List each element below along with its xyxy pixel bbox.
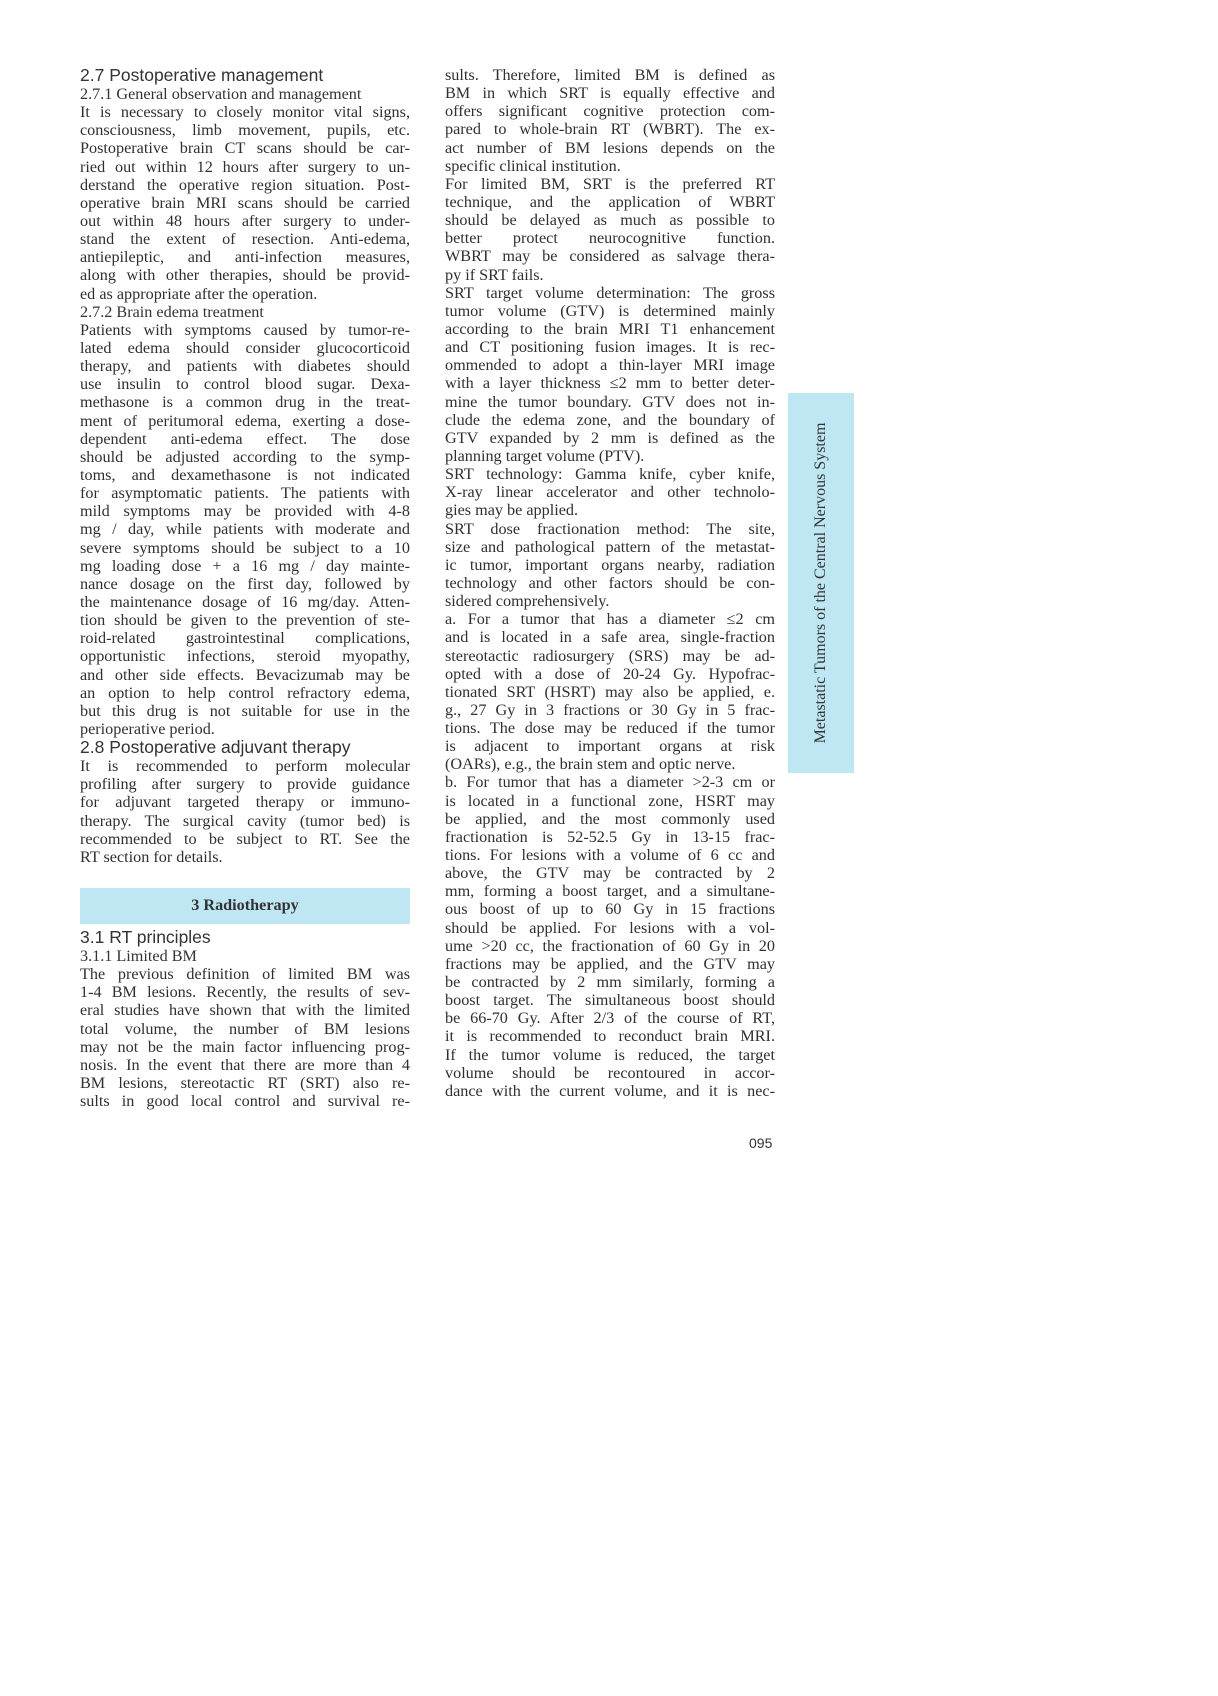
heading-3-1-1: 3.1.1 Limited BM bbox=[80, 946, 197, 965]
text-line: severe symptoms should be subject to a 10 bbox=[80, 538, 410, 557]
text-line: Patients with symptoms caused by tumor-re- bbox=[80, 320, 410, 339]
paragraph-2-7-1 bbox=[80, 103, 410, 303]
text-line: Postoperative brain CT scans should be car- bbox=[80, 139, 410, 158]
paragraph-2-8 bbox=[80, 757, 410, 866]
text-line: opted with a dose of 20-24 Gy. Hypofrac- bbox=[445, 664, 775, 683]
text-line: ume >20 cc, the fractionation of 60 Gy in 20 bbox=[445, 936, 775, 955]
text-line: ic tumor, important organs nearby, radiation bbox=[445, 555, 775, 574]
paragraph-item-a bbox=[445, 610, 775, 773]
text-line: antiepileptic, and anti-infection measures, bbox=[80, 248, 410, 267]
text-line: the maintenance dosage of 16 mg/day. Atten- bbox=[80, 592, 410, 611]
text-line: mine the tumor boundary. GTV does not in- bbox=[445, 392, 775, 411]
paragraph-target-volume bbox=[445, 284, 775, 465]
text-line: For limited BM, SRT is the preferred RT bbox=[445, 174, 775, 193]
text-line: (OARs), e.g., the brain stem and optic nerve. bbox=[445, 755, 736, 774]
text-line: a. For a tumor that has a diameter ≤2 cm bbox=[445, 610, 775, 629]
text-line: and is located in a safe area, single-fraction bbox=[445, 628, 775, 647]
text-line: 1-4 BM lesions. Recently, the results of sev- bbox=[80, 983, 410, 1002]
text-line: ous boost of up to 60 Gy in 15 fractions bbox=[445, 900, 775, 919]
text-line: ried out within 12 hours after surgery to un- bbox=[80, 157, 410, 176]
text-line: WBRT may be considered as salvage thera- bbox=[445, 247, 775, 266]
text-line: according to the brain MRI T1 enhancement bbox=[445, 319, 775, 338]
text-line: clude the edema zone, and the boundary of bbox=[445, 410, 775, 429]
text-line: ed as appropriate after the operation. bbox=[80, 284, 318, 303]
text-line: BM in which SRT is equally effective and bbox=[445, 84, 775, 103]
text-line: dependent anti-edema effect. The dose bbox=[80, 429, 410, 448]
text-line: It is recommended to perform molecular bbox=[80, 757, 410, 776]
text-line: should be adjusted according to the symp- bbox=[80, 447, 410, 466]
text-line: mild symptoms may be provided with 4-8 bbox=[80, 502, 410, 521]
text-line: consciousness, limb movement, pupils, etc. bbox=[80, 121, 410, 140]
text-line: SRT target volume determination: The gross bbox=[445, 283, 775, 302]
text-line: but this drug is not suitable for use in the bbox=[80, 701, 410, 720]
text-line: SRT dose fractionation method: The site, bbox=[445, 519, 775, 538]
text-line: mm, forming a boost target, and a simultane- bbox=[445, 882, 775, 901]
text-line: tionated SRT (HSRT) may also be applied, e. bbox=[445, 682, 775, 701]
text-line: use insulin to control blood sugar. Dexa- bbox=[80, 375, 410, 394]
text-line: GTV expanded by 2 mm is defined as the bbox=[445, 428, 775, 447]
text-line: It is necessary to closely monitor vital signs, bbox=[80, 103, 410, 122]
text-line: b. For tumor that has a diameter >2-3 cm or bbox=[445, 773, 775, 792]
text-line: tion should be given to the prevention of ste- bbox=[80, 611, 410, 630]
text-line: size and pathological pattern of the metastat- bbox=[445, 537, 775, 556]
text-line: out within 48 hours after surgery to under- bbox=[80, 212, 410, 230]
text-line: The previous definition of limited BM was bbox=[80, 965, 410, 984]
heading-2-8: 2.8 Postoperative adjuvant therapy bbox=[80, 737, 351, 758]
text-line: BM lesions, stereotactic RT (SRT) also re- bbox=[80, 1073, 410, 1092]
text-line: technique, and the application of WBRT bbox=[445, 192, 775, 211]
text-line: py if SRT fails. bbox=[445, 265, 544, 284]
text-line: ment of peritumoral edema, exerting a dose- bbox=[80, 411, 410, 430]
text-line: and CT positioning fusion images. It is rec- bbox=[445, 338, 775, 357]
text-line: fractions may be applied, and the GTV may bbox=[445, 954, 775, 973]
heading-2-7: 2.7 Postoperative management bbox=[80, 65, 324, 85]
text-line: X-ray linear accelerator and other technolo- bbox=[445, 483, 775, 502]
left-column bbox=[80, 66, 410, 1110]
text-line: should be delayed as much as possible to bbox=[445, 211, 775, 230]
text-line: therapy, and patients with diabetes should bbox=[80, 357, 410, 376]
text-line: profiling after surgery to provide guidance bbox=[80, 775, 410, 794]
text-line: specific clinical institution. bbox=[445, 156, 621, 175]
text-line: with a layer thickness ≤2 mm to better deter- bbox=[445, 374, 775, 393]
text-line: toms, and dexamethasone is not indicated bbox=[80, 465, 410, 484]
paragraph-3-1-1 bbox=[80, 965, 410, 1110]
paragraph-2-7-2 bbox=[80, 321, 410, 738]
text-line: SRT technology: Gamma knife, cyber knife, bbox=[445, 465, 775, 484]
text-line: dance with the current volume, and it is nec- bbox=[445, 1081, 775, 1100]
text-line: roid-related gastrointestinal complications, bbox=[80, 629, 410, 648]
text-line: it is recommended to reconduct brain MRI. bbox=[445, 1027, 775, 1046]
text-line: be 66-70 Gy. After 2/3 of the course of RT, bbox=[445, 1009, 775, 1028]
text-line: eral studies have shown that with the limited bbox=[80, 1001, 410, 1020]
chapter-side-tab-label: Metastatic Tumors of the Central Nervous System bbox=[812, 422, 829, 744]
text-line: above, the GTV may be contracted by 2 bbox=[445, 864, 775, 883]
text-line: along with other therapies, should be provid- bbox=[80, 266, 410, 285]
heading-2-7-2: 2.7.2 Brain edema treatment bbox=[80, 302, 264, 321]
text-line: mg / day, while patients with moderate and bbox=[80, 520, 410, 539]
text-line: If the tumor volume is reduced, the target bbox=[445, 1045, 775, 1064]
text-line: derstand the operative region situation. Post- bbox=[80, 175, 410, 194]
text-line: fractionation is 52-52.5 Gy in 13-15 frac- bbox=[445, 827, 775, 846]
text-line: may not be the main factor influencing prog- bbox=[80, 1037, 410, 1056]
text-line: and other side effects. Bevacizumab may be bbox=[80, 665, 410, 684]
text-line: nance dosage on the first day, followed by bbox=[80, 574, 410, 593]
text-line: is located in a functional zone, HSRT may bbox=[445, 791, 775, 810]
text-line: ommended to adopt a thin-layer MRI image bbox=[445, 356, 775, 375]
text-line: offers significant cognitive protection com- bbox=[445, 102, 775, 121]
text-line: sults. Therefore, limited BM is defined as bbox=[445, 66, 775, 84]
text-line: volume should be recontoured in accor- bbox=[445, 1063, 775, 1082]
text-line: sults in good local control and survival re- bbox=[80, 1092, 410, 1111]
paragraph-limited-bm-definition bbox=[445, 66, 775, 175]
section-3-title-band bbox=[80, 888, 410, 924]
paragraph-preferred-technique bbox=[445, 175, 775, 284]
text-line: pared to whole-brain RT (WBRT). The ex- bbox=[445, 120, 775, 139]
page-number: 095 bbox=[749, 1135, 773, 1151]
text-line: sidered comprehensively. bbox=[445, 592, 610, 611]
text-line: be applied, and the most commonly used bbox=[445, 809, 775, 828]
text-line: technology and other factors should be con- bbox=[445, 573, 775, 592]
text-line: tions. The dose may be reduced if the tumor bbox=[445, 719, 775, 738]
heading-3-1: 3.1 RT principles bbox=[80, 926, 211, 947]
text-line: better protect neurocognitive function. bbox=[445, 229, 775, 248]
text-line: lated edema should consider glucocorticoid bbox=[80, 339, 410, 357]
text-line: an option to help control refractory edema, bbox=[80, 683, 410, 702]
heading-2-7-1: 2.7.1 General observation and management bbox=[80, 85, 362, 103]
paragraph-item-b bbox=[445, 773, 775, 1100]
text-line: tumor volume (GTV) is determined mainly bbox=[445, 301, 775, 320]
text-line: g., 27 Gy in 3 fractions or 30 Gy in 5 frac- bbox=[445, 700, 775, 719]
text-line: therapy. The surgical cavity (tumor bed) is bbox=[80, 811, 410, 830]
text-line: mg loading dose + a 16 mg / day mainte- bbox=[80, 556, 410, 575]
chapter-side-tab bbox=[788, 393, 854, 773]
text-line: total volume, the number of BM lesions bbox=[80, 1019, 410, 1038]
text-line: perioperative period. bbox=[80, 719, 215, 738]
right-column bbox=[445, 66, 775, 1100]
text-line: should be applied. For lesions with a vol- bbox=[445, 918, 775, 937]
text-line: recommended to be subject to RT. See the bbox=[80, 829, 410, 848]
text-line: for adjuvant targeted therapy or immuno- bbox=[80, 793, 410, 812]
text-line: for asymptomatic patients. The patients with bbox=[80, 484, 410, 503]
text-line: gies may be applied. bbox=[445, 501, 579, 520]
text-line: operative brain MRI scans should be carried bbox=[80, 193, 410, 212]
text-line: opportunistic infections, steroid myopathy, bbox=[80, 647, 410, 666]
section-3-title: 3 Radiotherapy bbox=[191, 896, 299, 915]
text-line: is adjacent to important organs at risk bbox=[445, 737, 775, 756]
paragraph-dose-fractionation bbox=[445, 520, 775, 611]
text-line: RT section for details. bbox=[80, 847, 223, 866]
text-line: nosis. In the event that there are more than 4 bbox=[80, 1055, 410, 1074]
text-line: methasone is a common drug in the treat- bbox=[80, 393, 410, 412]
text-line: tions. For lesions with a volume of 6 cc and bbox=[445, 846, 775, 865]
text-line: be contracted by 2 mm similarly, forming a bbox=[445, 973, 775, 992]
text-line: act number of BM lesions depends on the bbox=[445, 138, 775, 157]
paragraph-srt-technology bbox=[445, 465, 775, 519]
text-line: boost target. The simultaneous boost should bbox=[445, 991, 775, 1010]
text-line: planning target volume (PTV). bbox=[445, 446, 645, 465]
text-line: stereotactic radiosurgery (SRS) may be ad- bbox=[445, 646, 775, 665]
text-line: stand the extent of resection. Anti-edema, bbox=[80, 230, 410, 249]
